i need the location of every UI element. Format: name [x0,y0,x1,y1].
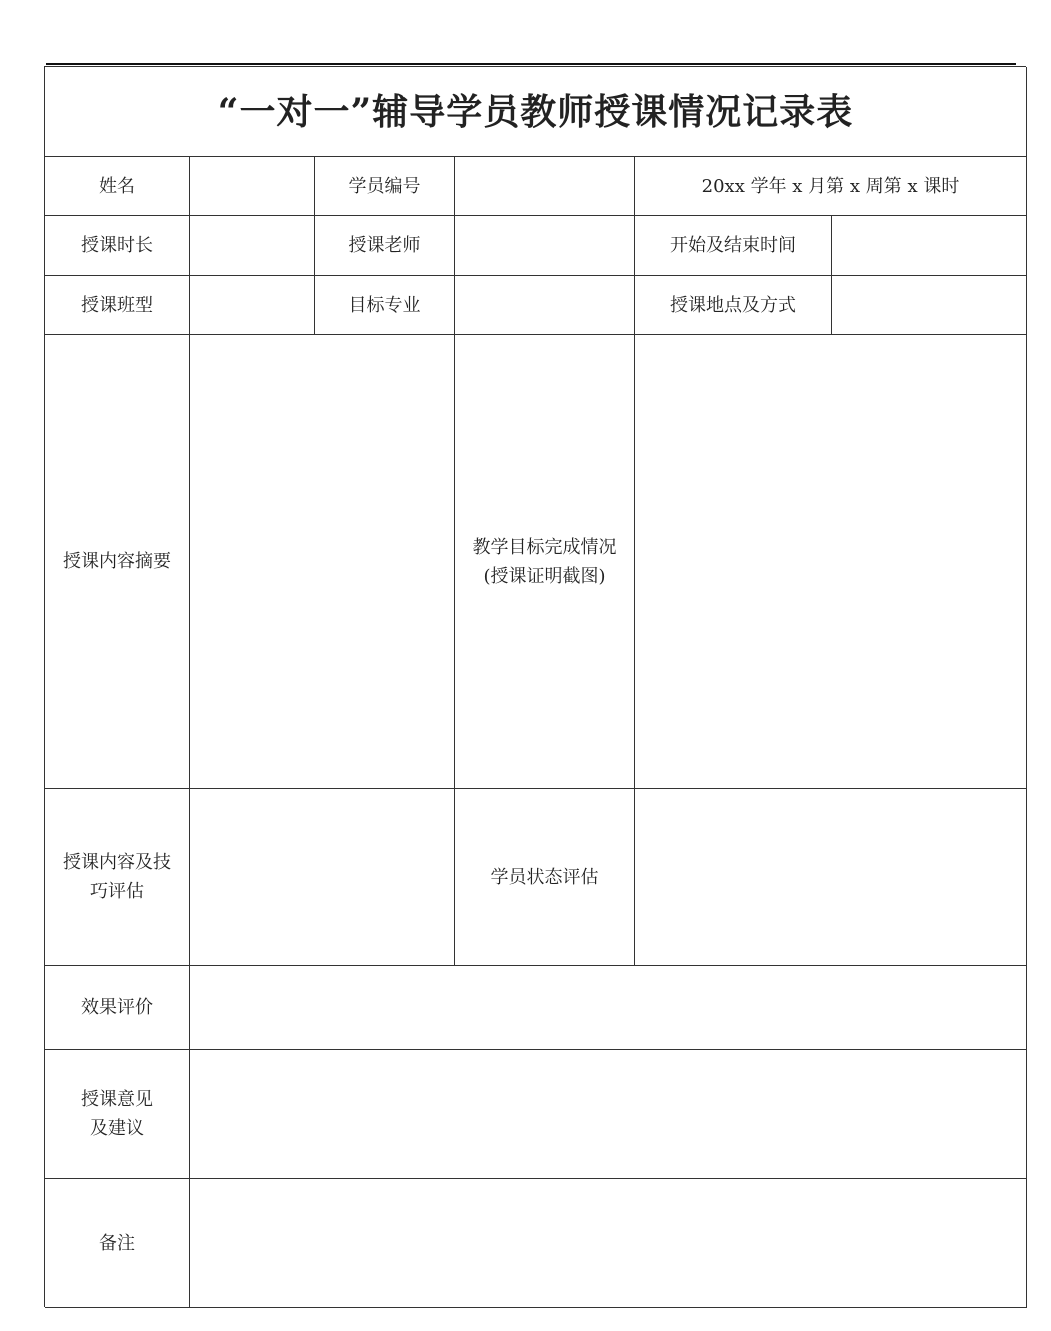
session-label: 20xx 学年 x 月第 x 周第 x 课时 [635,157,1027,216]
remarks-field[interactable] [190,1179,1027,1308]
content-summary-field[interactable] [190,335,455,789]
location-label: 授课地点及方式 [635,276,832,335]
effect-eval-label: 效果评价 [45,966,190,1050]
suggestion-label: 授课意见 及建议 [45,1050,190,1179]
student-status-label: 学员状态评估 [455,789,635,966]
content-summary-label: 授课内容摘要 [45,335,190,789]
class-type-label: 授课班型 [45,276,190,335]
record-form-table [44,66,1026,1307]
remarks-label: 备注 [45,1179,190,1308]
time-field[interactable] [832,216,1027,276]
time-label: 开始及结束时间 [635,216,832,276]
duration-label: 授课时长 [45,216,190,276]
major-field[interactable] [455,276,635,335]
suggestion-field[interactable] [190,1050,1027,1179]
name-field[interactable] [190,157,315,216]
form-title: “一对一”辅导学员教师授课情况记录表 [45,67,1027,157]
major-label: 目标专业 [315,276,455,335]
student-id-label: 学员编号 [315,157,455,216]
effect-eval-field[interactable] [190,966,1027,1050]
goal-completion-field[interactable] [635,335,1027,789]
goal-completion-label: 教学目标完成情况 (授课证明截图) [455,335,635,789]
teacher-label: 授课老师 [315,216,455,276]
top-rule [46,63,1016,65]
student-id-field[interactable] [455,157,635,216]
class-type-field[interactable] [190,276,315,335]
teacher-field[interactable] [455,216,635,276]
technique-eval-field[interactable] [190,789,455,966]
student-status-field[interactable] [635,789,1027,966]
location-field[interactable] [832,276,1027,335]
duration-field[interactable] [190,216,315,276]
technique-eval-label: 授课内容及技 巧评估 [45,789,190,966]
name-label: 姓名 [45,157,190,216]
